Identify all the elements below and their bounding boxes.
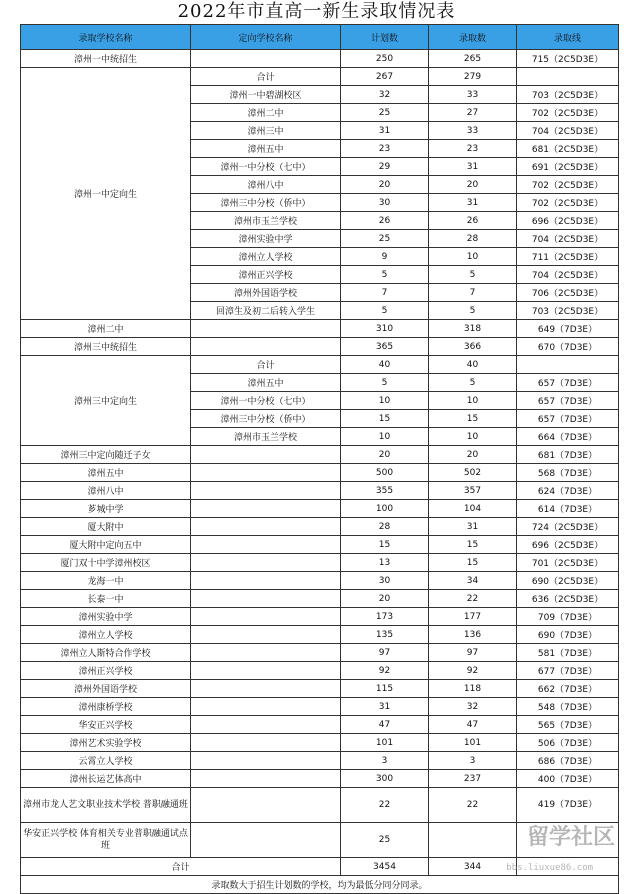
plan-cell: 15 <box>341 536 429 554</box>
plan-cell: 355 <box>341 482 429 500</box>
plan-cell: 10 <box>341 428 429 446</box>
cutoff-cell: 702（2C5D3E） <box>517 176 619 194</box>
target-cell <box>191 716 341 734</box>
target-cell: 回漳生及初二后转入学生 <box>191 302 341 320</box>
admitted-cell: 31 <box>429 194 517 212</box>
school-cell: 漳州外国语学校 <box>21 680 191 698</box>
table-row <box>21 50 619 68</box>
cutoff-cell: 706（2C5D3E） <box>517 284 619 302</box>
admitted-cell: 237 <box>429 770 517 788</box>
plan-cell: 29 <box>341 158 429 176</box>
admitted-cell: 136 <box>429 626 517 644</box>
target-cell: 合计 <box>191 68 341 86</box>
plan-cell: 25 <box>341 230 429 248</box>
cutoff-cell: 696（2C5D3E） <box>517 536 619 554</box>
school-cell: 漳州实验中学 <box>21 608 191 626</box>
watermark: 留学社区 <box>527 820 615 851</box>
cutoff-cell: 681（7D3E） <box>517 446 619 464</box>
table-row <box>21 554 619 572</box>
table-row <box>21 482 619 500</box>
target-cell: 漳州二中 <box>191 104 341 122</box>
school-cell: 漳州一中统招生 <box>21 50 191 68</box>
admitted-cell: 177 <box>429 608 517 626</box>
cutoff-cell: 703（2C5D3E） <box>517 86 619 104</box>
plan-cell: 25 <box>341 823 429 858</box>
admitted-cell: 357 <box>429 482 517 500</box>
cutoff-cell: 715（2C5D3E） <box>517 50 619 68</box>
school-cell: 漳州三中定向随迁子女 <box>21 446 191 464</box>
target-cell <box>191 608 341 626</box>
table-row <box>21 590 619 608</box>
target-cell <box>191 823 341 858</box>
school-cell: 漳州三中统招生 <box>21 338 191 356</box>
school-cell: 漳州市龙人艺文职业技术学校 普职融通班 <box>21 788 191 823</box>
admitted-cell: 15 <box>429 536 517 554</box>
cutoff-cell: 657（7D3E） <box>517 374 619 392</box>
plan-cell: 97 <box>341 644 429 662</box>
cutoff-cell: 419（7D3E） <box>517 788 619 823</box>
admitted-cell: 10 <box>429 392 517 410</box>
admitted-cell: 104 <box>429 500 517 518</box>
school-cell: 漳州二中 <box>21 320 191 338</box>
plan-cell: 250 <box>341 50 429 68</box>
school-cell: 漳州康桥学校 <box>21 698 191 716</box>
table-row <box>21 770 619 788</box>
table-row <box>21 626 619 644</box>
table-body <box>21 50 619 858</box>
admitted-cell: 502 <box>429 464 517 482</box>
target-cell: 合计 <box>191 356 341 374</box>
admitted-cell: 33 <box>429 122 517 140</box>
target-cell <box>191 554 341 572</box>
target-cell <box>191 572 341 590</box>
table-row <box>21 572 619 590</box>
admitted-cell: 31 <box>429 158 517 176</box>
table-row <box>21 662 619 680</box>
target-cell: 漳州一中分校（七中） <box>191 158 341 176</box>
table-row <box>21 734 619 752</box>
plan-cell: 365 <box>341 338 429 356</box>
admitted-cell: 32 <box>429 698 517 716</box>
plan-cell: 23 <box>341 140 429 158</box>
plan-cell: 135 <box>341 626 429 644</box>
table-row <box>21 680 619 698</box>
cutoff-cell: 581（7D3E） <box>517 644 619 662</box>
plan-cell: 20 <box>341 590 429 608</box>
admitted-cell: 28 <box>429 230 517 248</box>
target-cell: 漳州三中分校（侨中） <box>191 410 341 428</box>
admitted-cell: 118 <box>429 680 517 698</box>
plan-cell: 25 <box>341 104 429 122</box>
cutoff-cell: 670（7D3E） <box>517 338 619 356</box>
plan-cell: 92 <box>341 662 429 680</box>
admitted-cell: 318 <box>429 320 517 338</box>
target-cell <box>191 338 341 356</box>
target-cell <box>191 320 341 338</box>
table-row <box>21 536 619 554</box>
admitted-cell <box>429 823 517 858</box>
admitted-cell: 34 <box>429 572 517 590</box>
cutoff-cell: 724（2C5D3E） <box>517 518 619 536</box>
cutoff-cell: 704（2C5D3E） <box>517 230 619 248</box>
plan-cell: 26 <box>341 212 429 230</box>
plan-cell: 30 <box>341 194 429 212</box>
target-cell <box>191 788 341 823</box>
plan-cell: 5 <box>341 374 429 392</box>
target-cell <box>191 464 341 482</box>
cutoff-cell: 565（7D3E） <box>517 716 619 734</box>
admitted-cell: 15 <box>429 554 517 572</box>
target-cell <box>191 446 341 464</box>
admitted-cell: 92 <box>429 662 517 680</box>
cutoff-cell: 704（2C5D3E） <box>517 266 619 284</box>
cutoff-cell: 657（7D3E） <box>517 410 619 428</box>
header-school: 录取学校名称 <box>21 25 191 50</box>
plan-cell: 28 <box>341 518 429 536</box>
plan-cell: 3 <box>341 752 429 770</box>
note-row <box>21 876 619 894</box>
admitted-cell: 22 <box>429 788 517 823</box>
admitted-cell: 40 <box>429 356 517 374</box>
school-cell: 华安正兴学校 体育相关专业普职融通试点班 <box>21 823 191 858</box>
table-row <box>21 752 619 770</box>
target-cell <box>191 518 341 536</box>
cutoff-cell: 506（7D3E） <box>517 734 619 752</box>
school-cell: 漳州艺术实验学校 <box>21 734 191 752</box>
note: 录取数大于招生计划数的学校，均为最低分同分同录。 <box>21 876 619 894</box>
target-cell <box>191 50 341 68</box>
admitted-cell: 10 <box>429 248 517 266</box>
admitted-cell: 3 <box>429 752 517 770</box>
target-cell <box>191 626 341 644</box>
school-cell: 龙海一中 <box>21 572 191 590</box>
cutoff-cell: 702（2C5D3E） <box>517 104 619 122</box>
target-cell <box>191 644 341 662</box>
plan-cell: 31 <box>341 122 429 140</box>
plan-cell: 20 <box>341 176 429 194</box>
table-row <box>21 716 619 734</box>
table-row <box>21 464 619 482</box>
watermark-url: bbs.liuxue86.com <box>506 863 593 873</box>
cutoff-cell: 691（2C5D3E） <box>517 158 619 176</box>
plan-cell: 15 <box>341 410 429 428</box>
target-cell <box>191 590 341 608</box>
school-cell: 漳州正兴学校 <box>21 662 191 680</box>
plan-cell: 22 <box>341 788 429 823</box>
plan-cell: 30 <box>341 572 429 590</box>
target-cell: 漳州一中分校（七中） <box>191 392 341 410</box>
target-cell: 漳州市玉兰学校 <box>191 212 341 230</box>
table-row <box>21 698 619 716</box>
school-cell: 长泰一中 <box>21 590 191 608</box>
table-row <box>21 788 619 823</box>
group-cell: 漳州一中定向生 <box>21 68 191 320</box>
target-cell <box>191 500 341 518</box>
header-plan: 计划数 <box>341 25 429 50</box>
admitted-cell: 22 <box>429 590 517 608</box>
plan-cell: 7 <box>341 284 429 302</box>
admitted-cell: 33 <box>429 86 517 104</box>
plan-cell: 300 <box>341 770 429 788</box>
target-cell: 漳州一中碧湖校区 <box>191 86 341 104</box>
target-cell <box>191 752 341 770</box>
cutoff-cell: 662（7D3E） <box>517 680 619 698</box>
target-cell <box>191 734 341 752</box>
target-cell <box>191 662 341 680</box>
admitted-cell: 5 <box>429 302 517 320</box>
admitted-cell: 5 <box>429 266 517 284</box>
plan-cell: 9 <box>341 248 429 266</box>
cutoff-cell: 664（7D3E） <box>517 428 619 446</box>
cutoff-cell: 696（2C5D3E） <box>517 212 619 230</box>
school-cell: 厦门双十中学漳州校区 <box>21 554 191 572</box>
plan-cell: 5 <box>341 302 429 320</box>
cutoff-cell <box>517 68 619 86</box>
target-cell <box>191 770 341 788</box>
table-title: 2022年市直高一新生录取情况表 <box>0 0 633 24</box>
plan-cell: 40 <box>341 356 429 374</box>
admitted-cell: 27 <box>429 104 517 122</box>
cutoff-cell: 701（2C5D3E） <box>517 554 619 572</box>
target-cell <box>191 680 341 698</box>
cutoff-cell: 614（7D3E） <box>517 500 619 518</box>
cutoff-cell: 702（2C5D3E） <box>517 194 619 212</box>
school-cell: 漳州八中 <box>21 482 191 500</box>
target-cell: 漳州立人学校 <box>191 248 341 266</box>
target-cell: 漳州三中 <box>191 122 341 140</box>
cutoff-cell: 690（2C5D3E） <box>517 572 619 590</box>
plan-cell: 100 <box>341 500 429 518</box>
plan-cell: 13 <box>341 554 429 572</box>
school-cell: 华安正兴学校 <box>21 716 191 734</box>
total-admitted: 344 <box>429 858 517 876</box>
plan-cell: 500 <box>341 464 429 482</box>
school-cell: 云霄立人学校 <box>21 752 191 770</box>
table-row <box>21 68 619 86</box>
admitted-cell: 20 <box>429 446 517 464</box>
cutoff-cell: 686（7D3E） <box>517 752 619 770</box>
cutoff-cell: 636（2C5D3E） <box>517 590 619 608</box>
cutoff-cell: 709（7D3E） <box>517 608 619 626</box>
admitted-cell: 279 <box>429 68 517 86</box>
plan-cell: 173 <box>341 608 429 626</box>
school-cell: 厦大附中定向五中 <box>21 536 191 554</box>
admitted-cell: 265 <box>429 50 517 68</box>
target-cell: 漳州三中分校（侨中） <box>191 194 341 212</box>
target-cell <box>191 536 341 554</box>
school-cell: 芗城中学 <box>21 500 191 518</box>
plan-cell: 20 <box>341 446 429 464</box>
cutoff-cell: 711（2C5D3E） <box>517 248 619 266</box>
admitted-cell: 366 <box>429 338 517 356</box>
header-row <box>21 25 619 50</box>
target-cell: 漳州外国语学校 <box>191 284 341 302</box>
admitted-cell: 5 <box>429 374 517 392</box>
plan-cell: 10 <box>341 392 429 410</box>
admitted-cell: 101 <box>429 734 517 752</box>
school-cell: 漳州立人学校 <box>21 626 191 644</box>
plan-cell: 32 <box>341 86 429 104</box>
target-cell <box>191 482 341 500</box>
header-admitted: 录取数 <box>429 25 517 50</box>
table-row <box>21 338 619 356</box>
admission-table <box>20 24 619 894</box>
cutoff-cell: 657（7D3E） <box>517 392 619 410</box>
admitted-cell: 7 <box>429 284 517 302</box>
target-cell <box>191 698 341 716</box>
cutoff-cell: 703（2C5D3E） <box>517 302 619 320</box>
plan-cell: 115 <box>341 680 429 698</box>
cutoff-cell: 690（7D3E） <box>517 626 619 644</box>
table-row <box>21 356 619 374</box>
cutoff-cell: 624（7D3E） <box>517 482 619 500</box>
admitted-cell: 20 <box>429 176 517 194</box>
admitted-cell: 23 <box>429 140 517 158</box>
cutoff-cell: 548（7D3E） <box>517 698 619 716</box>
group-cell: 漳州三中定向生 <box>21 356 191 446</box>
cutoff-cell: 681（2C5D3E） <box>517 140 619 158</box>
plan-cell: 101 <box>341 734 429 752</box>
header-target-school: 定向学校名称 <box>191 25 341 50</box>
header-cutoff: 录取线 <box>517 25 619 50</box>
school-cell: 漳州五中 <box>21 464 191 482</box>
target-cell: 漳州五中 <box>191 140 341 158</box>
admitted-cell: 15 <box>429 410 517 428</box>
table-row <box>21 320 619 338</box>
admitted-cell: 97 <box>429 644 517 662</box>
admitted-cell: 26 <box>429 212 517 230</box>
plan-cell: 47 <box>341 716 429 734</box>
admitted-cell: 10 <box>429 428 517 446</box>
target-cell: 漳州八中 <box>191 176 341 194</box>
target-cell: 漳州实验中学 <box>191 230 341 248</box>
total-plan: 3454 <box>341 858 429 876</box>
admitted-cell: 31 <box>429 518 517 536</box>
cutoff-cell: 568（7D3E） <box>517 464 619 482</box>
total-label: 合计 <box>21 858 341 876</box>
cutoff-cell: 704（2C5D3E） <box>517 122 619 140</box>
table-row <box>21 446 619 464</box>
table-row <box>21 518 619 536</box>
cutoff-cell: 649（7D3E） <box>517 320 619 338</box>
school-cell: 漳州长运艺体高中 <box>21 770 191 788</box>
school-cell: 漳州立人斯特合作学校 <box>21 644 191 662</box>
plan-cell: 267 <box>341 68 429 86</box>
plan-cell: 310 <box>341 320 429 338</box>
admitted-cell: 47 <box>429 716 517 734</box>
school-cell: 厦大附中 <box>21 518 191 536</box>
plan-cell: 31 <box>341 698 429 716</box>
plan-cell: 5 <box>341 266 429 284</box>
target-cell: 漳州市玉兰学校 <box>191 428 341 446</box>
table-row <box>21 500 619 518</box>
cutoff-cell <box>517 356 619 374</box>
target-cell: 漳州正兴学校 <box>191 266 341 284</box>
target-cell: 漳州五中 <box>191 374 341 392</box>
cutoff-cell: 677（7D3E） <box>517 662 619 680</box>
table-row <box>21 608 619 626</box>
cutoff-cell: 400（7D3E） <box>517 770 619 788</box>
table-row <box>21 644 619 662</box>
